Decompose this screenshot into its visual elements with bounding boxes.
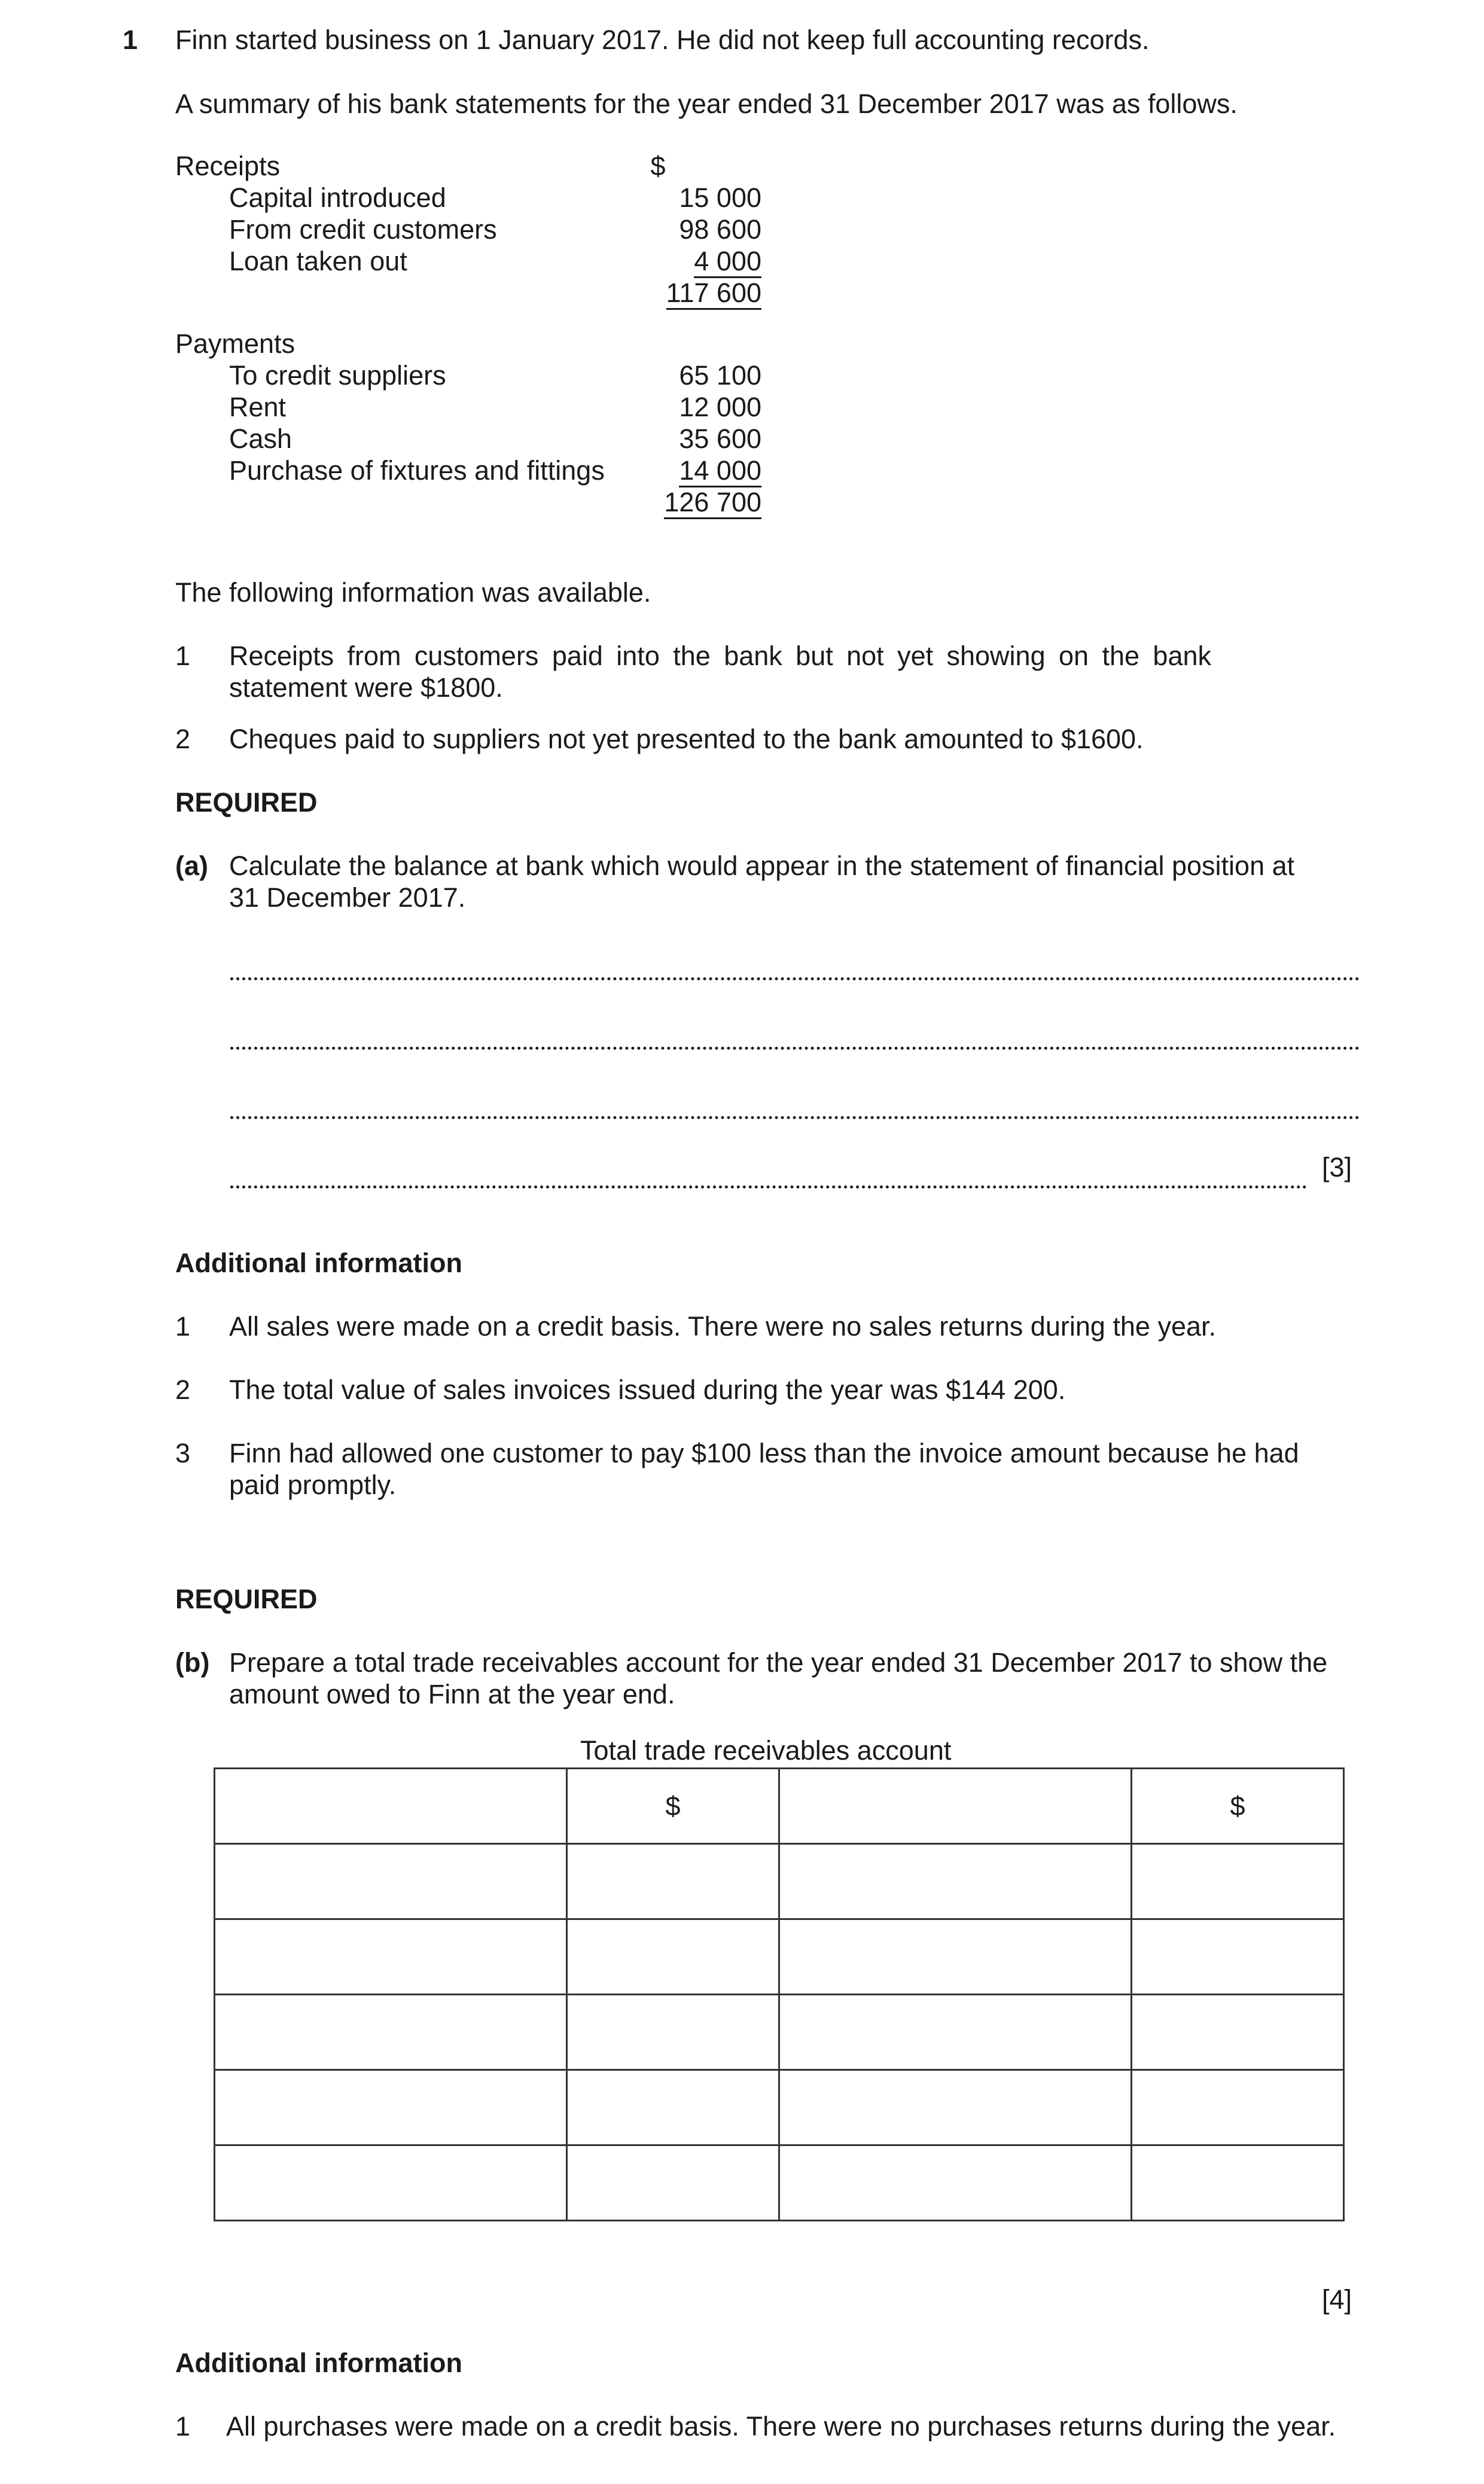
info-item-number: 1 bbox=[175, 641, 191, 671]
payment-label: Purchase of fixtures and fittings bbox=[229, 455, 605, 486]
part-b-label: (b) bbox=[175, 1647, 210, 1678]
additional-item-number: 1 bbox=[175, 1311, 191, 1342]
info-item-line: statement were $1800. bbox=[229, 672, 503, 703]
additional-item-line: paid promptly. bbox=[229, 1470, 397, 1500]
table-cell[interactable] bbox=[779, 1769, 1132, 1844]
payment-amount: 35 600 bbox=[679, 423, 761, 454]
table-row bbox=[215, 2145, 1344, 2221]
answer-line[interactable] bbox=[230, 1047, 1360, 1050]
receipts-heading: Receipts bbox=[175, 151, 281, 181]
table-cell[interactable] bbox=[567, 2145, 779, 2221]
table-cell[interactable] bbox=[567, 2070, 779, 2145]
payment-amount: 65 100 bbox=[679, 360, 761, 391]
receipt-label: From credit customers bbox=[229, 214, 497, 245]
table-cell[interactable] bbox=[215, 2070, 567, 2145]
payments-heading: Payments bbox=[175, 328, 295, 359]
payments-total: 126 700 bbox=[582, 486, 761, 518]
table-title: Total trade receivables account bbox=[580, 1735, 952, 1766]
table-cell[interactable] bbox=[1132, 2070, 1344, 2145]
additional-info-heading: Additional information bbox=[175, 2348, 462, 2378]
info-heading: The following information was available. bbox=[175, 577, 651, 608]
currency-header: $ bbox=[650, 151, 666, 181]
answer-line[interactable] bbox=[230, 1116, 1360, 1119]
additional-item-number: 3 bbox=[175, 1438, 191, 1468]
part-a-question: 31 December 2017. bbox=[229, 882, 466, 913]
dollar-column-header: $ bbox=[567, 1769, 779, 1844]
part-b-marks: [4] bbox=[1322, 2284, 1352, 2315]
summary-intro: A summary of his bank statements for the year ended 31 December 2017 was as follows. bbox=[175, 89, 1238, 119]
table-row bbox=[215, 2070, 1344, 2145]
receipt-label: Capital introduced bbox=[229, 182, 446, 213]
table-cell[interactable] bbox=[567, 1919, 779, 1995]
info-item-line: Receipts from customers paid into the bank but not yet showing on the bank bbox=[229, 641, 1211, 671]
required-heading: REQUIRED bbox=[175, 787, 318, 818]
table-cell[interactable] bbox=[779, 1995, 1132, 2070]
table-cell[interactable] bbox=[779, 2145, 1132, 2221]
additional-item-number: 1 bbox=[175, 2411, 191, 2442]
table-cell[interactable] bbox=[1132, 2145, 1344, 2221]
additional-item-line: All purchases were made on a credit basis. There were no purchases returns during the year. bbox=[226, 2411, 1336, 2442]
table-row bbox=[215, 1995, 1344, 2070]
dollar-column-header: $ bbox=[1132, 1769, 1344, 1844]
receipt-amount: 15 000 bbox=[679, 182, 761, 213]
additional-item-line: Finn had allowed one customer to pay $100 less than the invoice amount because he had bbox=[229, 1438, 1299, 1468]
table-cell[interactable] bbox=[567, 1844, 779, 1919]
info-item-number: 2 bbox=[175, 724, 191, 754]
part-b-question: Prepare a total trade receivables account for the year ended 31 December 2017 to show the bbox=[229, 1647, 1328, 1678]
receipt-amount: 4 000 bbox=[582, 245, 761, 277]
table-row bbox=[215, 1844, 1344, 1919]
table-cell[interactable] bbox=[779, 2070, 1132, 2145]
receipt-label: Loan taken out bbox=[229, 246, 407, 276]
part-a-label: (a) bbox=[175, 851, 208, 881]
table-cell[interactable] bbox=[779, 1844, 1132, 1919]
table-cell[interactable] bbox=[1132, 1844, 1344, 1919]
answer-line[interactable] bbox=[230, 977, 1360, 980]
payment-amount: 14 000 bbox=[582, 455, 761, 486]
table-cell[interactable] bbox=[215, 1919, 567, 1995]
receipts-total: 117 600 bbox=[582, 277, 761, 309]
question-number: 1 bbox=[123, 25, 138, 55]
payment-amount: 12 000 bbox=[679, 392, 761, 422]
additional-item-line: All sales were made on a credit basis. There were no sales returns during the year. bbox=[229, 1311, 1217, 1342]
required-heading: REQUIRED bbox=[175, 1584, 318, 1614]
part-a-question: Calculate the balance at bank which would appear in the statement of financial position at bbox=[229, 851, 1295, 881]
part-b-question: amount owed to Finn at the year end. bbox=[229, 1679, 675, 1709]
payment-label: Cash bbox=[229, 423, 292, 454]
table-cell[interactable] bbox=[567, 1995, 779, 2070]
answer-line[interactable] bbox=[230, 1185, 1307, 1188]
table-cell[interactable] bbox=[1132, 1995, 1344, 2070]
table-cell[interactable] bbox=[1132, 1919, 1344, 1995]
question-intro: Finn started business on 1 January 2017. He did not keep full accounting records. bbox=[175, 25, 1150, 55]
table-cell[interactable] bbox=[215, 2145, 567, 2221]
table-cell[interactable] bbox=[779, 1919, 1132, 1995]
table-cell[interactable] bbox=[215, 1769, 567, 1844]
table-cell[interactable] bbox=[215, 1995, 567, 2070]
trade-receivables-table bbox=[214, 1767, 1345, 2221]
table-row bbox=[215, 1919, 1344, 1995]
part-a-marks: [3] bbox=[1322, 1152, 1352, 1182]
additional-item-number: 2 bbox=[175, 1374, 191, 1405]
additional-info-heading: Additional information bbox=[175, 1248, 462, 1278]
table-header-row bbox=[215, 1769, 1344, 1844]
receipt-amount: 98 600 bbox=[679, 214, 761, 245]
additional-item-line: The total value of sales invoices issued during the year was $144 200. bbox=[229, 1374, 1066, 1405]
payment-label: Rent bbox=[229, 392, 287, 422]
info-item-line: Cheques paid to suppliers not yet presented to the bank amounted to $1600. bbox=[229, 724, 1144, 754]
table-cell[interactable] bbox=[215, 1844, 567, 1919]
payment-label: To credit suppliers bbox=[229, 360, 446, 391]
